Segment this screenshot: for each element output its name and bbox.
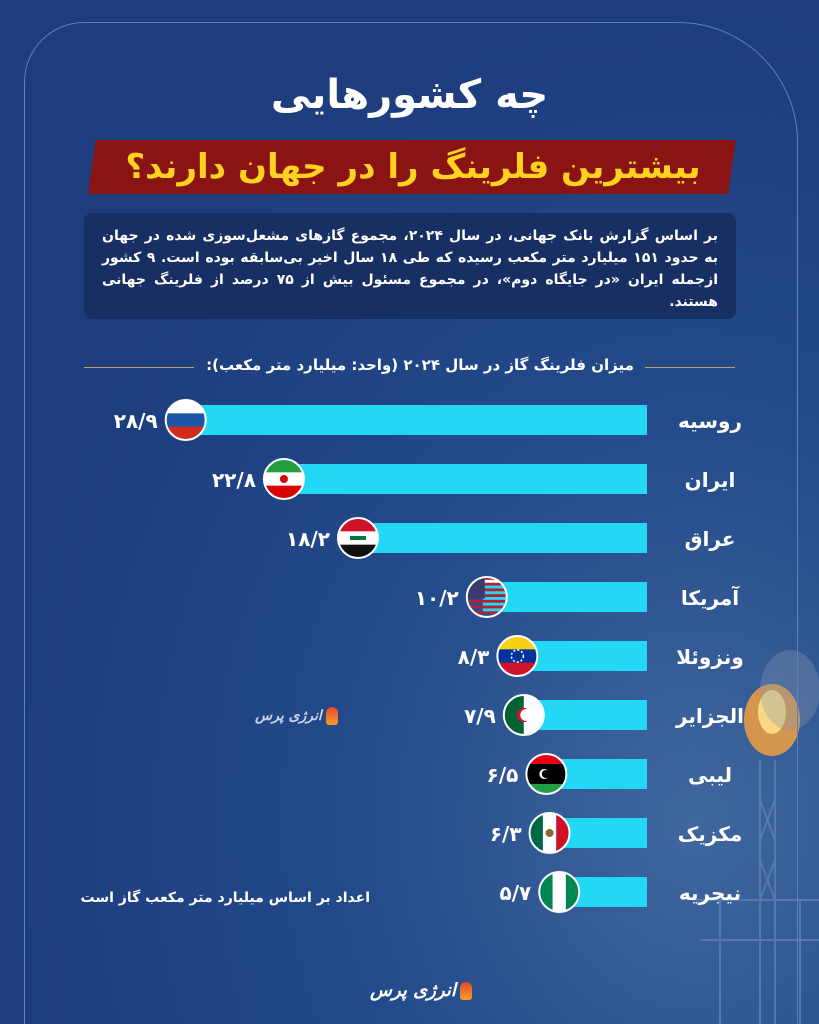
category-label: ایران xyxy=(684,468,736,492)
value-label: ۶/۵ xyxy=(486,763,519,787)
value-label: ۱۰/۲ xyxy=(414,586,459,610)
category-label: الجزایر xyxy=(675,704,745,728)
page-subtitle: بیشترین فلرینگ را در جهان دارند؟ xyxy=(125,147,701,187)
footnote: اعداد بر اساس میلیارد متر مکعب گاز است xyxy=(80,890,370,906)
category-label: ونزوئلا xyxy=(676,645,744,669)
value-label: ۸/۳ xyxy=(457,645,490,669)
logo-text: انرژی پرس xyxy=(255,708,322,724)
chart-title: میزان فلرینگ گاز در سال ۲۰۲۴ (واحد: میلیارد متر مکعب): xyxy=(206,356,634,374)
bar xyxy=(182,405,647,435)
value-label: ۱۸/۲ xyxy=(286,527,330,551)
category-label: مکزیک xyxy=(677,822,743,846)
logo-flame-icon xyxy=(460,982,472,1000)
watermark-logo xyxy=(255,707,338,725)
bar xyxy=(280,464,647,494)
logo-flame-icon xyxy=(326,707,338,725)
bar xyxy=(354,523,647,553)
category-label: نیجریه xyxy=(678,881,742,905)
category-label: لیبی xyxy=(687,763,733,787)
category-label: روسیه xyxy=(678,409,742,433)
logo-text: انرژی پرس xyxy=(370,980,456,1001)
value-label: ۵/۷ xyxy=(499,881,532,905)
intro-paragraph: بر اساس گزارش بانک جهانی، در سال ۲۰۲۴، مجموع گازهای مشعل‌سوزی شده در جهان به حدود ۱۵۱ میلیارد متر مکعب رسیده که طی ۱۸ سال اخیر بی‌سابقه بوده است. ۹ کشور ازجمله ایران «در جایگاه دوم»، در مجموع مسئول بیش از ۷۵ درصد از فلرینگ جهانی هستند. xyxy=(84,213,736,319)
category-label: آمریکا xyxy=(680,586,740,610)
value-label: ۲۲/۸ xyxy=(211,468,256,492)
value-label: ۲۸/۹ xyxy=(113,409,158,433)
category-label: عراق xyxy=(684,527,736,551)
value-label: ۷/۹ xyxy=(464,704,496,728)
brand-logo xyxy=(370,980,472,1001)
value-label: ۶/۳ xyxy=(489,822,522,846)
page-title: چه کشورهایی xyxy=(270,72,549,118)
